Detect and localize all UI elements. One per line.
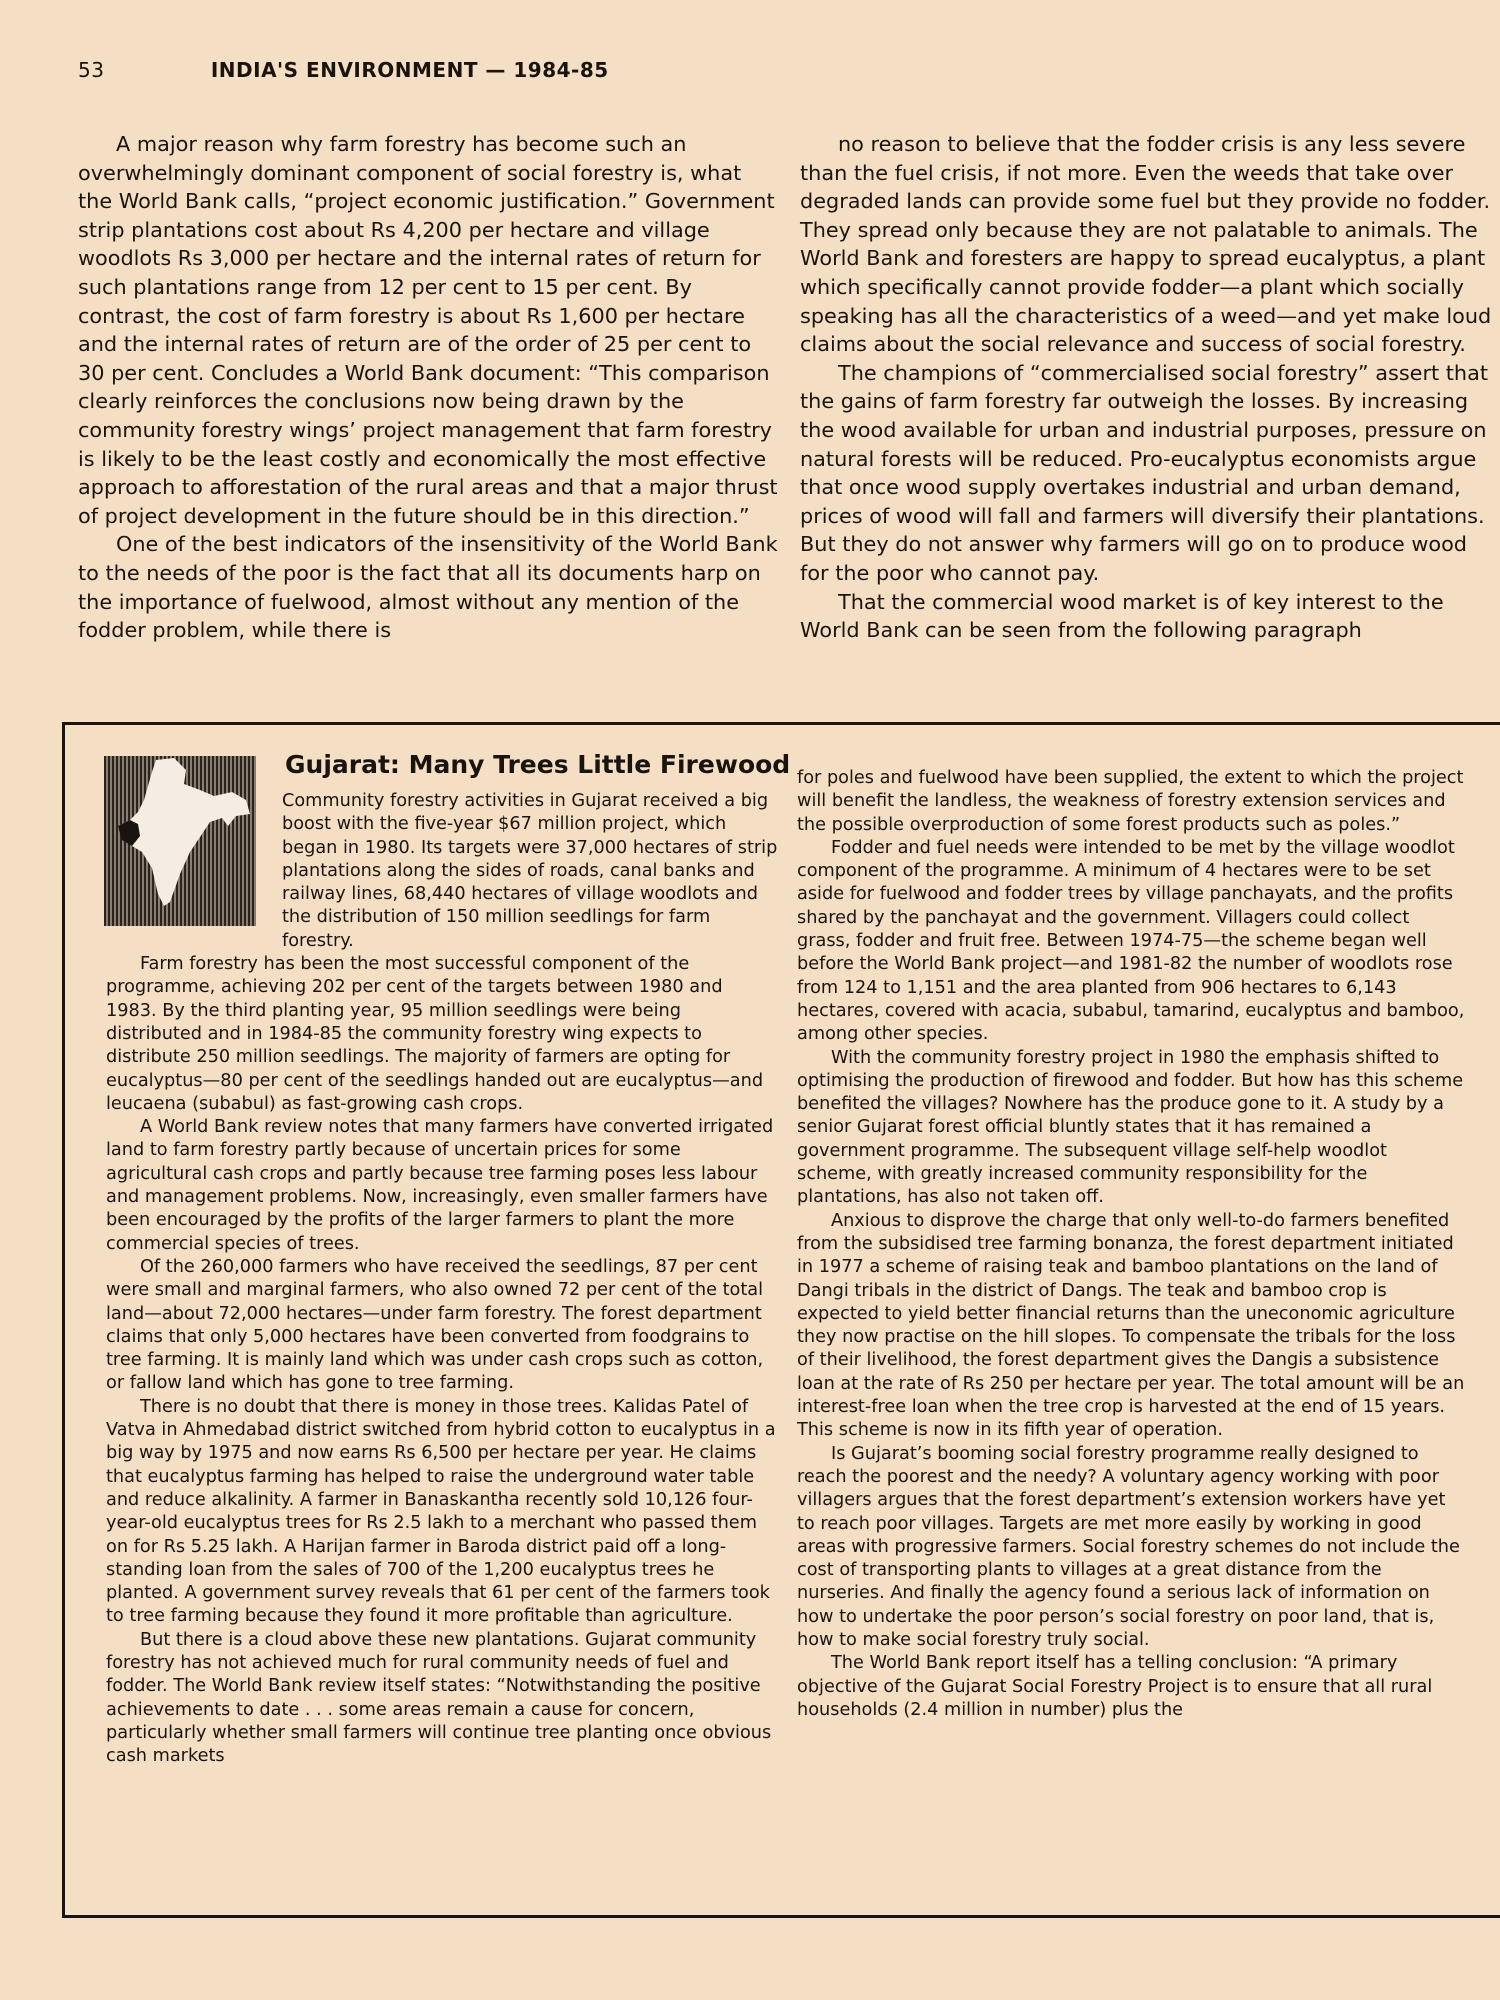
paragraph: Is Gujarat’s booming social forestry programme really designed to reach the poorest and the needy? A voluntary agency working with poor villagers argues that the forest department’s extension workers have yet to reach poor villages. Targets are met more easily by working in good areas with progressive farmers. Social forestry schemes do not include the cost of transporting plants to villages at a great distance from the nurseries. And finally the agency found a serious lack of information on how to undertake the poor person’s social forestry on poor land, that is, how to make social forestry truly social. bbox=[797, 1443, 1460, 1650]
paragraph: Anxious to disprove the charge that only well-to-do farmers benefited from the subsidised tree farming bonanza, the forest department initiated in 1977 a scheme of raising teak and bamboo plantations on the land of Dangi tribals in the district of Dangs. The teak and bamboo crop is expected to yield better financial returns than the uneconomic agriculture they now practise on the hill slopes. To compensate the tribals for the loss of their livelihood, the forest department gives the Dangis a subsistence loan at the rate of Rs 250 per hectare per year. The total amount will be an interest-free loan when the tree crop is harvested at the end of 15 years. This scheme is now in its fifth year of operation. bbox=[797, 1210, 1465, 1441]
paragraph: That the commercial wood market is of key interest to the World Bank can be seen from the following paragraph bbox=[800, 589, 1444, 643]
page-header bbox=[78, 58, 609, 82]
page-number: 53 bbox=[78, 58, 105, 82]
main-column-right bbox=[800, 130, 1493, 645]
paragraph: The champions of “commercialised social forestry” assert that the gains of farm forestry far outweigh the losses. By increasing the wood available for urban and industrial purposes, pressure on natural forests will be reduced. Pro-eucalyptus economists argue that once wood supply overtakes industrial and urban demand, prices of wood will fall and farmers will diversify their plantations. But they do not answer why farmers will go on to produce wood for the poor who cannot pay. bbox=[800, 360, 1489, 585]
paragraph: But there is a cloud above these new plantations. Gujarat community forestry has not achieved much for rural community needs of fuel and fodder. The World Bank review itself states: “Notwithstanding the positive achievements to date . . . some areas remain a cause for concern, particularly whether small farmers will continue tree planting once obvious cash markets bbox=[106, 1629, 772, 1767]
sidebar-title: Gujarat: Many Trees Little Firewood bbox=[285, 750, 791, 779]
paragraph: Fodder and fuel needs were intended to be met by the village woodlot component of the programme. A minimum of 4 hectares were to be set aside for fuelwood and fodder trees by village panchayats, and the profits shared by the panchayat and the government. Villagers could collect grass, fodder and fruit free. Between 1974-75—the scheme began well before the World Bank project—and 1981-82 the number of woodlots rose from 124 to 1,151 and the area planted from 906 hectares to 6,143 hectares, covered with acacia, subabul, tamarind, eucalyptus and bamboo, among other species. bbox=[797, 837, 1465, 1045]
paragraph: Community forestry activities in Gujarat received a big boost with the five-year $67 million project, which began in 1980. Its targets were 37,000 hectares of strip plantations along the sides of roads, canal banks and railway lines, 68,440 hectares of village woodlots and the distribution of 150 million seedlings for farm forestry. bbox=[282, 791, 778, 951]
paragraph: The World Bank report itself has a telling conclusion: “A primary objective of the Gujarat Social Forestry Project is to ensure that all rural households (2.4 million in number) plus the bbox=[797, 1653, 1433, 1720]
sidebar-column-left bbox=[106, 790, 778, 1768]
paragraph: Of the 260,000 farmers who have received the seedlings, 87 per cent were small and marginal farmers, who also owned 72 per cent of the total land—about 72,000 hectares—under farm forestry. The forest department claims that only 5,000 hectares have been converted from foodgrains to tree farming. It is mainly land which was under cash crops such as cotton, or fallow land which has gone to tree farming. bbox=[106, 1256, 764, 1394]
sidebar-column-right bbox=[797, 767, 1467, 1722]
paragraph: A World Bank review notes that many farmers have converted irrigated land to farm forestry partly because of uncertain prices for some agricultural cash crops and partly because tree farming poses less labour and management problems. Now, increasingly, even smaller farmers have been encouraged by the profits of the larger farmers to plant the more commercial species of trees. bbox=[106, 1117, 774, 1254]
paragraph: no reason to believe that the fodder crisis is any less severe than the fuel crisis, if not more. Even the weeds that take over degraded lands can provide some fuel but they provide no fodder. They spread only because they are not palatable to animals. The World Bank and foresters are happy to spread eucalyptus, a plant which specifically cannot provide fodder—a plant which socially speaking has all the characteristics of a weed—and yet make loud claims about the social relevance and success of social forestry. bbox=[800, 132, 1492, 357]
paragraph: Farm forestry has been the most successful component of the programme, achieving 202 per cent of the targets between 1980 and 1983. By the third planting year, 95 million seedlings were being distributed and in 1984-85 the community forestry wing expects to distribute 250 million seedlings. The majority of farmers are opting for eucalyptus—80 per cent of the seedlings handed out are eucalyptus—and leucaena (subabul) as fast-growing cash crops. bbox=[106, 954, 764, 1114]
paragraph: With the community forestry project in 1980 the emphasis shifted to optimising the production of firewood and fodder. But how has this scheme benefited the villages? Nowhere has the produce gone to it. A study by a senior Gujarat forest official bluntly states that it has remained a government programme. The subsequent village self-help woodlot scheme, with greatly increased community responsibility for the plantations, has also not taken off. bbox=[797, 1047, 1464, 1208]
main-column-left bbox=[78, 130, 778, 645]
paragraph: There is no doubt that there is money in those trees. Kalidas Patel of Vatva in Ahmedabad district switched from hybrid cotton to eucalyptus in a big way by 1975 and now earns Rs 6,500 per hectare per year. He claims that eucalyptus farming has helped to raise the underground water table and reduce alkalinity. A farmer in Banaskantha recently sold 10,126 four-year-old eucalyptus trees for Rs 2.5 lakh to a merchant who passed them on for Rs 5.25 lakh. A Harijan farmer in Baroda district paid off a long-standing loan from the sales of 700 of the 1,200 eucalyptus trees he planted. A government survey reveals that 61 per cent of the farmers took to tree farming because they found it more profitable than agriculture. bbox=[106, 1396, 776, 1627]
paragraph: for poles and fuelwood have been supplied, the extent to which the project will benefit the landless, the weakness of forestry extension services and the possible overproduction of some forest products such as poles.” bbox=[797, 768, 1464, 835]
paragraph: A major reason why farm forestry has become such an overwhelmingly dominant component of social forestry is, what the World Bank calls, “project economic justification.” Government strip plantations cost about Rs 4,200 per hectare and village woodlots Rs 3,000 per hectare and the internal rates of return for such plantations range from 12 per cent to 15 per cent. By contrast, the cost of farm forestry is about Rs 1,600 per hectare and the internal rates of return are of the order of 25 per cent to 30 per cent. Concludes a World Bank document: “This comparison clearly reinforces the conclusions now being drawn by the community forestry wings’ project management that farm forestry is likely to be the least costly and economically the most effective approach to afforestation of the rural areas and that a major thrust of project development in the future should be in this direction.” bbox=[78, 132, 778, 528]
paragraph: One of the best indicators of the insensitivity of the World Bank to the needs of the poor is the fact that all its documents harp on the importance of fuelwood, almost without any mention of the fodder problem, while there is bbox=[78, 532, 778, 643]
publication-title: INDIA'S ENVIRONMENT — 1984-85 bbox=[210, 58, 609, 82]
